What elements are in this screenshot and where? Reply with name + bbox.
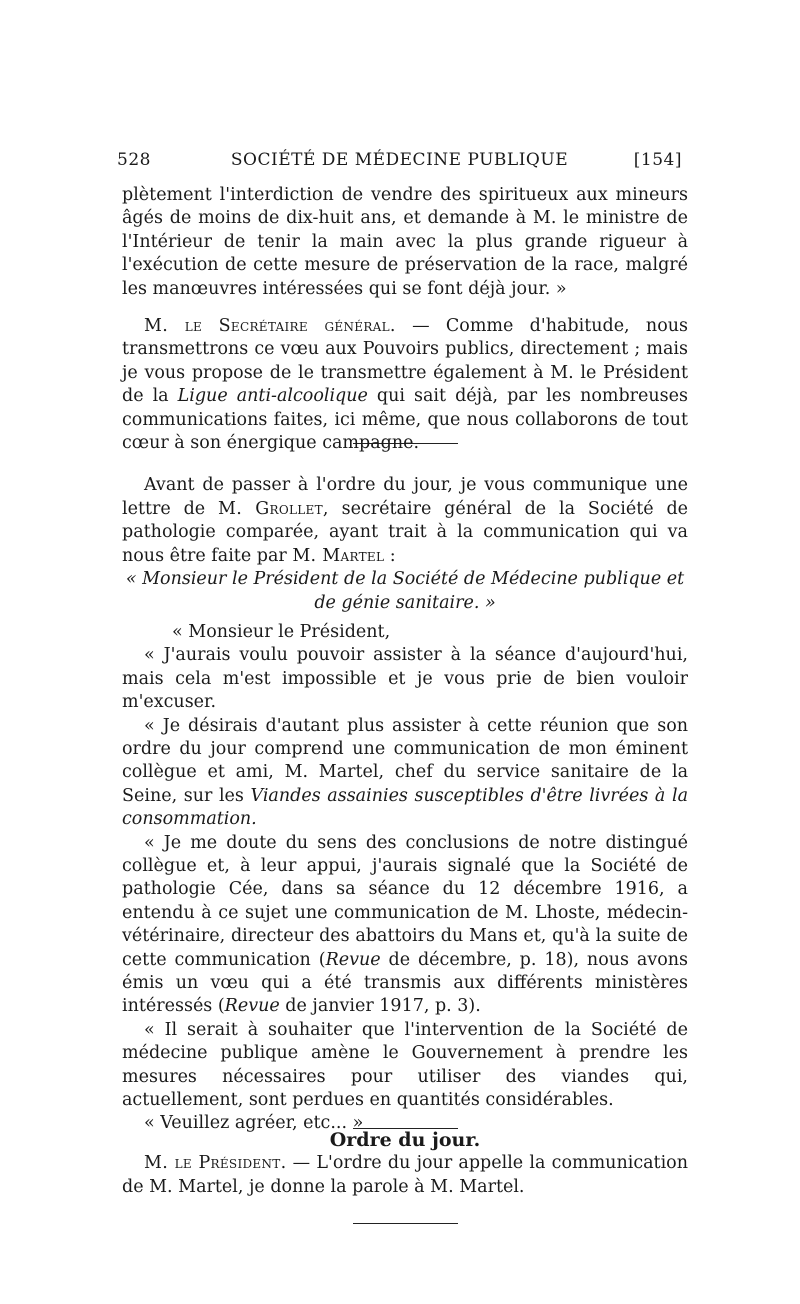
paragraph-secretary: M. le Secrétaire général. — Comme d'habitude, nous transmettrons ce vœu aux Pouvoirs publics, directement ; mais je vous propose de le transmettre également à M. le Président de la Ligue anti-alcoolique qui sait déjà, par les nombreuses communications faites, ici même, que nous collaborons de tout cœur à son énergique campagne. bbox=[122, 316, 688, 454]
name-martel: M. Martel bbox=[292, 545, 385, 566]
paragraph-president: M. le Président. — L'ordre du jour appelle la communication de M. Martel, je donne la parole à M. Martel. bbox=[122, 1153, 688, 1197]
section-heading: Ordre du jour. bbox=[329, 1128, 481, 1151]
page-number: 528 bbox=[117, 150, 151, 170]
letter-paragraph-3: « Je me doute du sens des conclusions de notre distingué collègue et, à leur appui, j'aurais signalé que la Société de pathologie Cée, dans sa séance du 12 décembre 1916, a entendu à ce sujet une communication de M. Lhoste, médecin-vétérinaire, directeur des abattoirs du Mans et, qu'à la suite de cette communication (Revue de décembre, p. 18), nous avons émis un vœu qui a été transmis aux différents ministères intéressés (Revue de janvier 1917, p. 3). bbox=[122, 832, 688, 1017]
revue-ref-2: Revue bbox=[224, 996, 280, 1017]
letter-paragraph-4: « Il serait à souhaiter que l'intervention de la Société de médecine publique amène le Gouvernement à prendre les mesures nécessaires pour utiliser des viandes qui, actuellement, sont perdues en quantités considérables. bbox=[122, 1019, 688, 1111]
letter-closing: « Veuillez agréer, etc... » bbox=[144, 1113, 364, 1134]
revue-ref-1: Revue bbox=[325, 949, 381, 970]
ligue-title: Ligue anti-alcoolique bbox=[177, 386, 368, 407]
paragraph-letter-intro: Avant de passer à l'ordre du jour, je vous communique une lettre de M. Grollet, secrétaire général de la Société de pathologie comparée, ayant trait à la communication qui va nous être faite par M. Martel : bbox=[122, 475, 688, 566]
bracket-page-number: [154] bbox=[633, 150, 682, 170]
communication-title: Viandes assainies susceptibles d'être livrées à la consommation. bbox=[122, 785, 689, 830]
name-grollet: M. Grollet, bbox=[218, 498, 329, 519]
letter-paragraph-1: « J'aurais voulu pouvoir assister à la séance d'aujourd'hui, mais cela m'est impossible et je vous prie de bien vouloir m'excuser. bbox=[122, 645, 688, 713]
page-body bbox=[122, 184, 688, 1224]
section-divider bbox=[353, 1223, 458, 1224]
speaker-president: M. le Président. bbox=[144, 1153, 287, 1174]
speaker-secretary: M. le Secrétaire général. bbox=[144, 316, 396, 337]
page-header bbox=[117, 150, 682, 174]
letter-salutation: « Monsieur le Président, bbox=[172, 621, 391, 642]
paragraph-continuation: plètement l'interdiction de vendre des spiritueux aux mineurs âgés de moins de dix-huit ans, et demande à M. le ministre de l'Intérieur de tenir la main avec la plus grande rigueur à l'exécution de cette mesure de préservation de la race, malgré les manœuvres intéressées qui se font déjà jour. » bbox=[122, 185, 688, 299]
letter-paragraph-2: « Je désirais d'autant plus assister à cette réunion que son ordre du jour comprend une communication de mon éminent collègue et ami, M. Martel, chef du service sanitaire de la Seine, sur les Viandes assainies susceptibles d'être livrées à la consommation. bbox=[122, 715, 689, 830]
running-title: SOCIÉTÉ DE MÉDECINE PUBLIQUE bbox=[230, 150, 569, 170]
letter-address: « Monsieur le Président de la Société de Médecine publique et de génie sanitaire. » bbox=[125, 569, 685, 613]
